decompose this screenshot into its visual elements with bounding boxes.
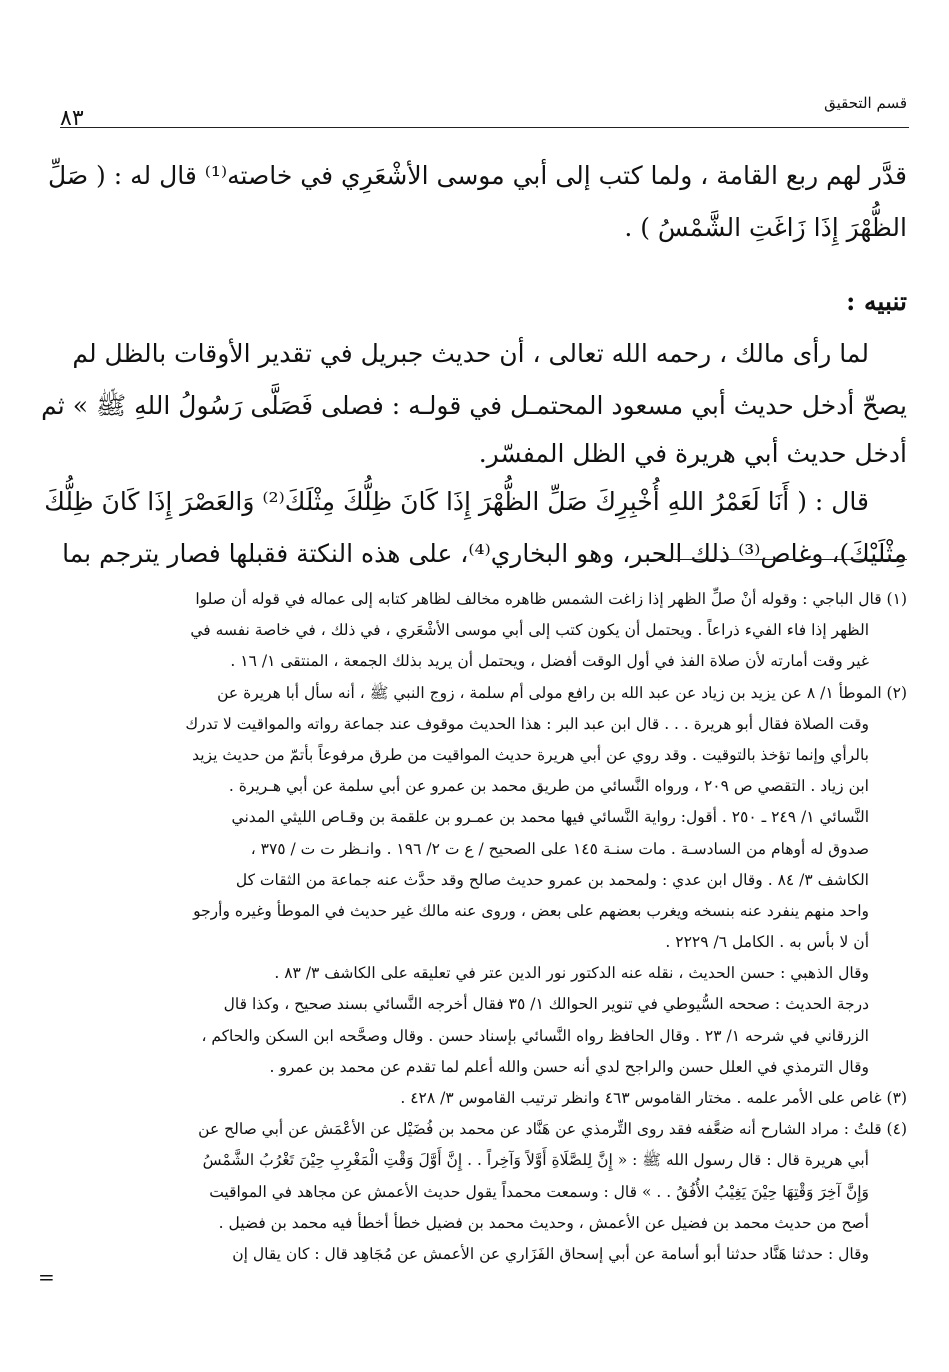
continuation-mark: = (38, 1265, 55, 1289)
footnote-line: وقت الصلاة فقال أبو هريرة . . . قال ابن عبد البر : هذا الحديث موقوف عند جماعة رواته والمواقيت لا تدرك (185, 714, 869, 733)
footnote-line: (٣) غاص على الأمر علمه . مختار القاموس ٤٦٣ وانظر ترتيب القاموس ٣/ ٤٢٨ . (400, 1089, 907, 1107)
footnote-line: درجة الحديث : صححه السُّيوطي في تنوير الحوالك ١/ ٣٥ فقال أخرجه النَّسائي بسند صحيح ، وكذا قال (223, 995, 869, 1014)
paragraph-line: يصحّ أدخل حديث أبي مسعود المحتمـل في قولـه : فصلى فَصَلَّى رَسُولُ اللهِ ﷺ » ثم (41, 391, 907, 420)
body-line: قدَّر لهم ربع القامة ، ولما كتب إلى أبي موسى الأشْعَرِي في خاصته⁽¹⁾ قال له : ( صَلِّ (47, 161, 907, 190)
paragraph-line: أدخل حديث أبي هريرة في الظل المفسّر. (478, 439, 907, 468)
footnote-line: أبي هريرة قال : قال رسول الله ﷺ : « إِنَّ لِلصَّلَاةِ أَوَّلاً وَآخِراً . . إِنَّ أَوَّلَ وَقْتِ الْمَغْرِبِ حِيْنَ تَغْرُبُ الشَّمْسُ (202, 1151, 869, 1170)
footnote-separator (647, 559, 907, 560)
page-number: ٨٣ (60, 106, 84, 131)
footnote-line: الزرقاني في شرحه ١/ ٢٣ . وقال الحافظ رواه النَّسائي بإسناد حسن . وقال وصحَّحه ابن السكن والحاكم ، (201, 1026, 869, 1045)
footnote-line: وقال الذهبي : حسن الحديث ، نقله عنه الدكتور نور الدين عتر في تعليقه على الكاشف ٣/ ٨٣ . (274, 964, 869, 983)
footnote-line: واحد منهم ينفرد عنه بنسخه ويغرب بعضهم على بعض ، وروى عنه مالك غير حديث في الموطأ وغيره وأرجو (193, 901, 869, 920)
header-rule (60, 127, 909, 128)
footnote-line: أن لا بأس به . الكامل ٦/ ٢٢٢٩ . (665, 933, 869, 952)
body-line: الظُّهْرَ إِذَا زَاغَتِ الشَّمْسُ ) . (624, 213, 907, 242)
footnote-line: (١) قال الباجي : وقوله أنْ صلِّ الظهر إذا زاغت الشمس ظاهره مخالف لظاهر كتابه إلى عماله في قوله أن صلوا (195, 590, 907, 608)
footnote-line: صدوق له أوهام من السادسـة . مات سنـة ١٤٥ على الصحيح / ع ت ٢/ ١٩٦ . وانـظر ت ت / ٣٧٥ ، (250, 839, 869, 858)
footnote-line: وَإِنَّ آخِرَ وَقْتِهَا حِيْنَ يَغِيْبُ الأُفُقُ . . » قال : وسمعت محمداً يقول حديث الأعمش عن مجاهد في المواقيت (209, 1182, 869, 1201)
footnote-line: (٤) قلتُ : مراد الشارح أنه ضعَّفه فقد روى التِّرمذي عن هَنَّاد عن محمد بن فُضَيْل عن الأعْمَش عن أبي صالح عن (198, 1120, 907, 1139)
footnote-line: الكاشف ٣/ ٨٤ . وقال ابن عدي : ولمحمد بن عمرو حديث صالح وقد حدَّث عنه جماعة من الثقات كل (235, 870, 869, 889)
paragraph-line: لما رأى مالك ، رحمه الله تعالى ، أن حديث جبريل في تقدير الأوقات بالظل لم (72, 339, 869, 368)
footnotes (58, 584, 907, 1270)
footnote-line: (٢) الموطأ ١/ ٨ عن يزيد بن زياد عن عبد الله بن رافع مولى أم سلمة ، زوج النبي ﷺ ، أنه سأل أبا هريرة عن (217, 683, 907, 702)
paragraph-line: قال : ( أَنَا لَعَمْرُ اللهِ أُخْبِرِكَ صَلِّ الظُّهْرَ إِذَا كَانَ ظِلُّكَ مِثْلَكَ⁽²⁾ وَالعَصْرَ إِذَا كَانَ ظِلُّكَ (44, 487, 869, 516)
footnote-line: وقال الترمذي في العلل حسن والراجح لدي أنه حسن والله أعلم لما تقدم عن محمد بن عمرو . (269, 1057, 869, 1076)
paragraph-line: مِثْلَيْكَ)، وغاص⁽³⁾ ذلك الحبر، وهو البخاري⁽⁴⁾، على هذه النكتة فقبلها فصار يترجم بما (62, 539, 907, 568)
main-text (41, 150, 907, 580)
footnote-line: وقال : حدثنا هَنَّاد حدثنا أبو أسامة عن أبي إسحاق الفَزَاري عن الأعمش عن مُجَاهِد قال : كان يقال إن (232, 1244, 869, 1263)
section-heading: تنبيه : (846, 287, 907, 316)
running-header-title: قسم التحقيق (824, 94, 907, 112)
footnote-line: النَّسائي ١/ ٢٤٩ ـ ٢٥٠ . أقول: رواية النَّسائي فيها محمد بن عمـرو بن علقمة بن وقـاص الليثي المدني (231, 808, 869, 827)
footnote-line: بالرأي وإنما تؤخذ بالتوقيت . وقد روي عن أبي هريرة حديث المواقيت من طرق مرفوعاً بأتمّ من حديث يزيد (192, 745, 869, 764)
footnote-line: ابن زياد . التقصي ص ٢٠٩ ، ورواه النَّسائي من طريق محمد بن عمرو عن أبي سلمة عن أبي هـريرة . (228, 777, 869, 796)
footnote-line: أصح من حديث محمد بن فضيل عن الأعمش ، وحديث محمد بن فضيل خطأ أخطأ فيه محمد بن فضيل . (218, 1213, 869, 1232)
footnote-line: غير وقت أمارته لأن صلاة الفذ في أول الوقت أفضل ، ويحتمل أن يريد بذلك الجمعة ، المنتقى ١/ ١٦ . (230, 652, 869, 671)
footnote-line: الظهر إذا فاء الفيء ذراعاً . ويحتمل أن يكون كتب إلى أبي موسى الأشْعَري ، في ذلك ، في خاصة نفسه في (190, 621, 869, 640)
